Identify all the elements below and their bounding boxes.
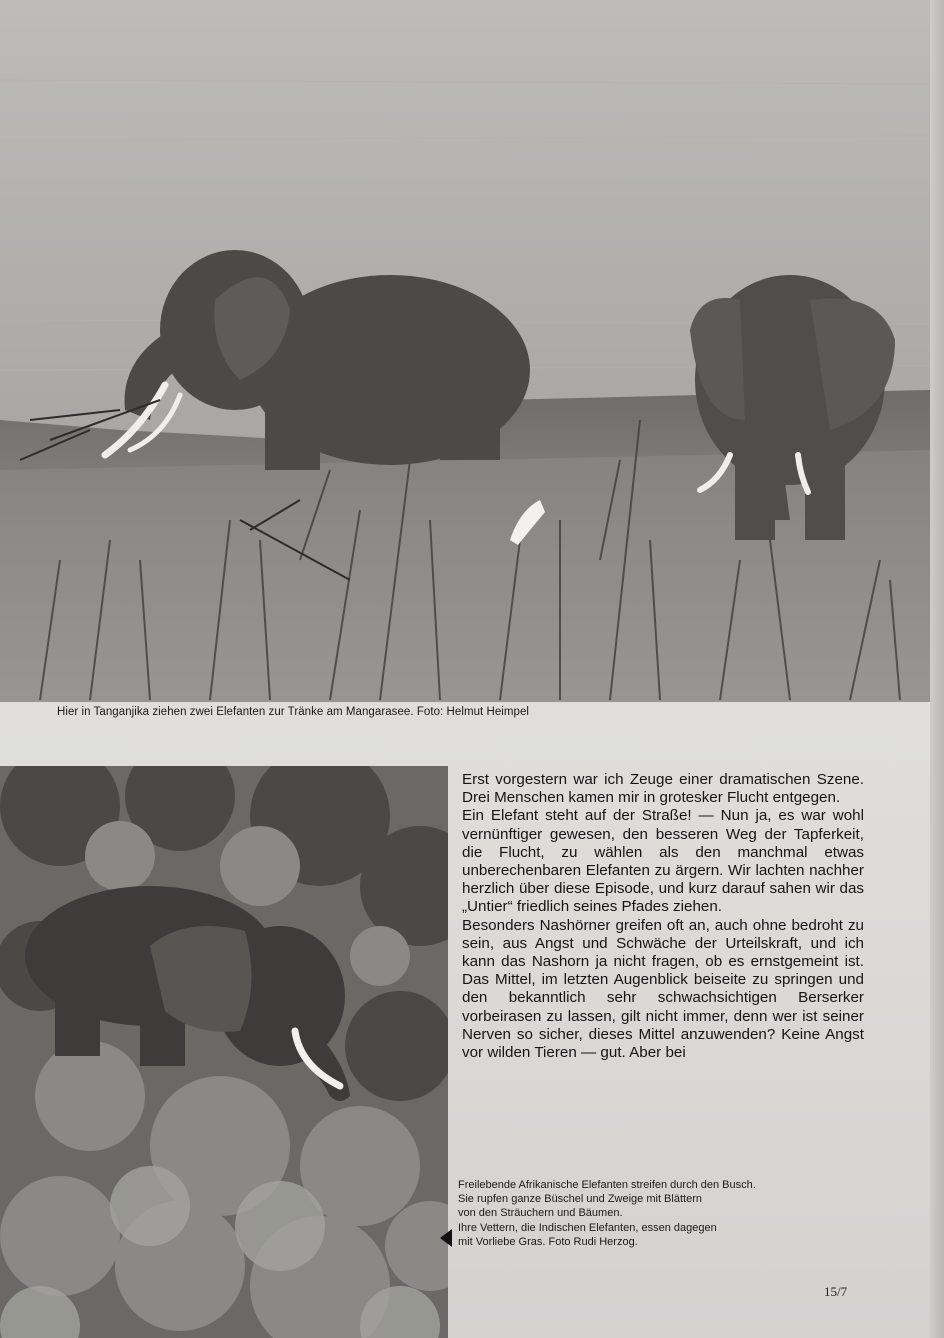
caption-line: Sie rupfen ganze Büschel und Zweige mit Blättern [458, 1193, 702, 1206]
arrow-left-icon [440, 1229, 452, 1247]
caption-line: Ihre Vettern, die Indischen Elefanten, essen dagegen [458, 1221, 717, 1234]
photo-caption-bottom [458, 1178, 858, 1249]
photo-elephant-bush [0, 766, 448, 1338]
article-paragraph: Ein Elefant steht auf der Straße! — Nun ja, es war wohl vernünftiger gewesen, den besseren Weg der Tapferkeit, die Flucht, zu wählen als den manchmal etwas unberechenbaren Elefanten zu ärgern. Wir lachten nachher herzlich über diese Episode, und kurz darauf sahen wir das „Untier“ friedlich seines Pfades ziehen. [462, 807, 864, 916]
caption-line: mit Vorliebe Gras. Foto Rudi Herzog. [458, 1235, 638, 1248]
page-binding-edge [930, 0, 944, 1338]
page-number: 15/7 [824, 1284, 848, 1299]
photo-caption-top: Hier in Tanganjika ziehen zwei Elefanten zur Tränke am Mangarasee. Foto: Helmut Heimpel [57, 706, 530, 718]
caption-line: Freilebende Afrikanische Elefanten streifen durch den Busch. [458, 1179, 756, 1191]
caption-line: von den Sträuchern und Bäumen. [458, 1207, 623, 1220]
article-text [462, 771, 864, 1062]
article-paragraph: Erst vorgestern war ich Zeuge einer dramatischen Szene. Drei Menschen kamen mir in grotesker Flucht entgegen. [462, 771, 864, 807]
article-paragraph: Besonders Nashörner greifen oft an, auch ohne bedroht zu sein, aus Angst und Schwäche der Urteilskraft, und ich kann das Nashorn ja nicht fragen, ob es ernstgemeint ist. Das Mittel, im letzten Augenblick beiseite zu springen und den bekanntlich sehr schwachsichtigen Berserker vorbeirasen zu lassen, gilt nicht immer, denn wer ist seiner Nerven so sicher, dieses Mittel anzuwenden? Keine Angst vor wilden Tieren — gut. Aber bei [462, 916, 864, 1062]
